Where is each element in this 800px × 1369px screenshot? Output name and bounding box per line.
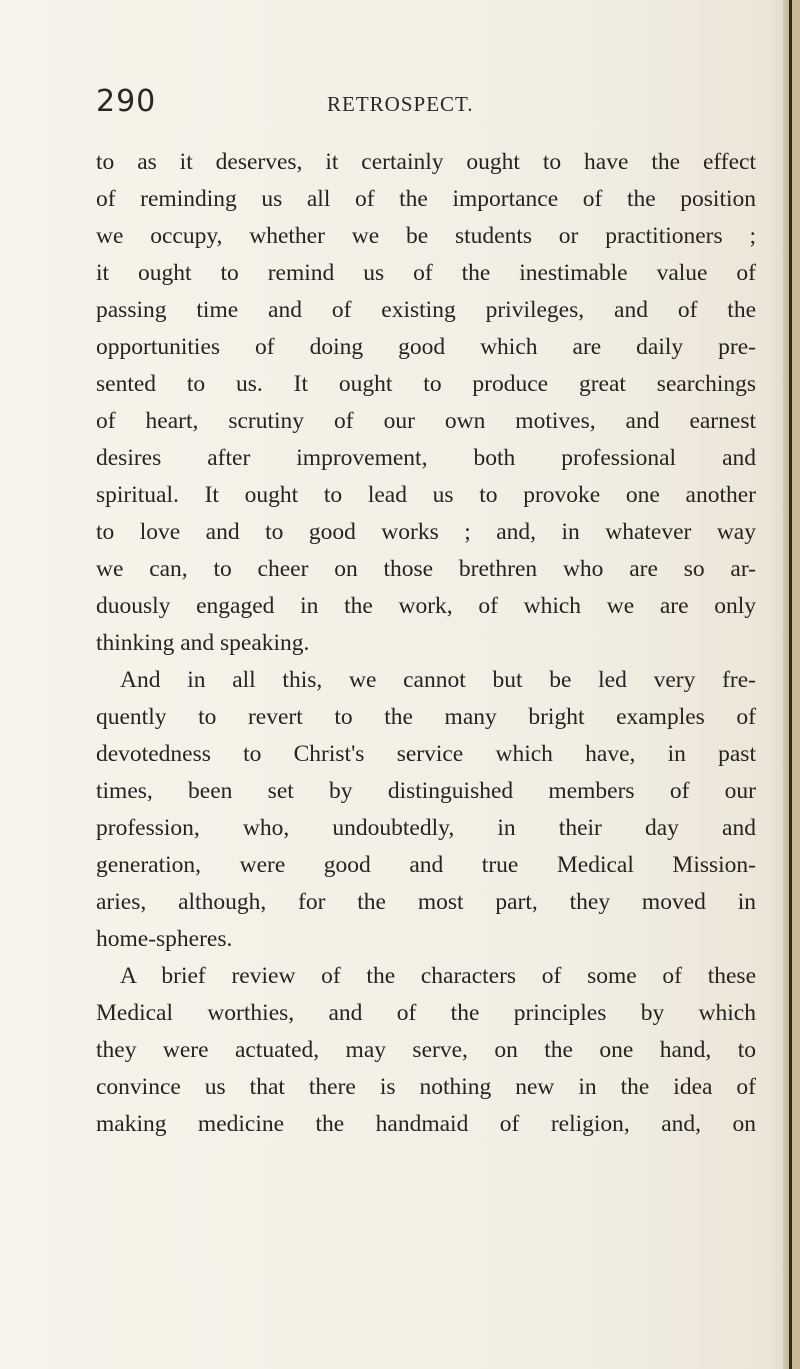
text-line: times, been set by distinguished members of our: [96, 778, 756, 804]
text-line: of reminding us all of the importance of the position: [96, 186, 756, 212]
text-line: passing time and of existing privileges, and of the: [96, 297, 756, 323]
text-line: generation, were good and true Medical Mission-: [96, 852, 756, 878]
text-line: profession, who, undoubtedly, in their day and: [96, 815, 756, 841]
paragraph-start-line: And in all this, we cannot but be led very fre-: [120, 667, 756, 693]
running-title: RETROSPECT.: [327, 92, 474, 116]
text-line: duously engaged in the work, of which we are only: [96, 593, 756, 619]
text-line: spiritual. It ought to lead us to provoke one another: [96, 482, 756, 508]
text-line: to love and to good works ; and, in whatever way: [96, 519, 756, 545]
text-line: it ought to remind us of the inestimable value of: [96, 260, 756, 286]
text-line: they were actuated, may serve, on the one hand, to: [96, 1037, 756, 1063]
paragraph-start-line: A brief review of the characters of some of these: [120, 963, 756, 989]
text-line: opportunities of doing good which are daily pre-: [96, 334, 756, 360]
text-line: of heart, scrutiny of our own motives, and earnest: [96, 408, 756, 434]
text-line: we can, to cheer on those brethren who are so ar-: [96, 556, 756, 582]
text-line: devotedness to Christ's service which have, in past: [96, 741, 756, 767]
text-line: Medical worthies, and of the principles by which: [96, 1000, 756, 1026]
page-border-line: [789, 0, 792, 1369]
text-line: desires after improvement, both professional and: [96, 445, 756, 471]
text-line: home-spheres.: [96, 926, 233, 952]
text-line: sented to us. It ought to produce great searchings: [96, 371, 756, 397]
text-line: to as it deserves, it certainly ought to have the effect: [96, 149, 756, 175]
body-text: [96, 144, 756, 1143]
text-line: making medicine the handmaid of religion, and, on: [96, 1111, 756, 1137]
page-number: 290: [96, 84, 157, 119]
text-line: quently to revert to the many bright examples of: [96, 704, 756, 730]
text-line: convince us that there is nothing new in the idea of: [96, 1074, 756, 1100]
text-line: thinking and speaking.: [96, 630, 310, 656]
text-line: we occupy, whether we be students or practitioners ;: [96, 223, 756, 249]
text-line: aries, although, for the most part, they moved in: [96, 889, 756, 915]
